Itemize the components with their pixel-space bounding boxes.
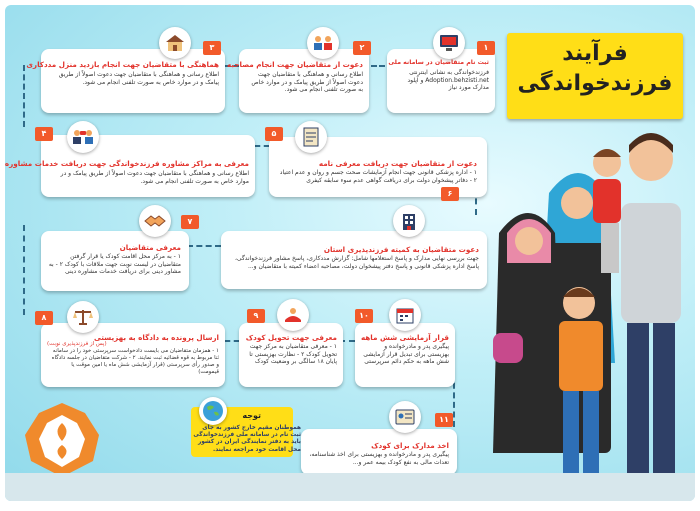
step-11-body: پیگیری پدر و مادرخوانده و بهزیستی برای اخذ شناسنامه، تعدات مالی به نفع کودک بیمه عمر و...: [309, 451, 449, 466]
step-9-number: ۹: [247, 309, 265, 323]
step-8-card: [41, 323, 225, 387]
step-6-number: ۶: [441, 187, 459, 201]
house-icon: [159, 27, 191, 59]
connector-3-4: [23, 65, 25, 127]
step-3-number: ۳: [203, 41, 221, 55]
step-4-number: ۴: [35, 127, 53, 141]
step-7-body: ۱ - به مرکز محل اقامت کودک یا قرار گرفتن متقاضیان در لیست نوبت جهت ملاقات با کودک ۲ - به مشاور دینی برای دریافت خدمات مشاوره دینی: [48, 253, 181, 275]
step-8-body: ۱ - همزمان متقاضیان می بایست دادخواست سرپرستی خود را در سامانه ثنا مربوط به قوه قضائیه ثبت نمایند. ۲ - شرکت متقاضیان در جلسه دادگاه و صدور رأی سرپرستی (قرار آزمایشی شش ماه یا امین موقت یا قیمومت): [51, 348, 219, 375]
step-2-title: دعوت از متقاضیان جهت انجام مصاحبه: [227, 60, 363, 69]
step-11-number: ۱۱: [435, 413, 453, 427]
connector-4-5: [255, 145, 269, 147]
counseling-icon: [67, 121, 99, 153]
connector-6-7: [187, 245, 221, 247]
step-11-title: اخذ مدارک برای کودک: [371, 441, 449, 450]
step-7-card: [41, 231, 189, 291]
child-delivery-icon: [277, 299, 309, 331]
step-4-body: اطلاع رسانی و هماهنگی با متقاضیان جهت دعوت اصولاً از طریق پیامک و در موارد خاص به صورت تلفنی انجام می شود.: [60, 170, 249, 185]
step-1-title: ثبت نام متقاضیان در سامانه ملی: [388, 59, 489, 66]
step-3-card: [26, 49, 225, 113]
step-10-title: قرار آزمایشی شش ماهه: [360, 333, 449, 342]
step-1-card: [387, 49, 495, 113]
step-9-title: معرفی جهت تحویل کودک: [245, 333, 337, 342]
calendar-icon: [389, 299, 421, 331]
note-card: [191, 411, 305, 477]
step-5-body: ۱ - اداره پزشکی قانونی جهت انجام آزمایشات صحت جسم و روان و عدم اعتیاد ۲ - دفاتر پیشخوان دولت برای دریافت گواهی عدم سوء سابقه کیفری: [279, 169, 477, 184]
title-line-2: فرزندخواندگی: [517, 71, 673, 96]
step-10-body: پیگیری پدر و مادرخوانده و بهزیستی برای تبدیل قرار آزمایشی شش ماهه به حکم دائم سرپرستی: [363, 343, 449, 365]
step-6-body: جهت بررسی نهایی مدارک و پاسخ استعلامها شامل: گزارش مددکاری، پاسخ مشاور فرزندخواندگی، پاسخ اداره پزشکی قانونی و پاسخ دفتر پیشخوان دولت، مصاحبه اعضاء کمیته با متقاضیان و...: [235, 255, 479, 270]
family-illustration: [489, 123, 695, 501]
step-9-card: [239, 323, 343, 387]
connector-7-8: [23, 225, 25, 315]
interview-icon: [307, 27, 339, 59]
step-6-card: [221, 231, 487, 289]
connector-8-9: [225, 340, 239, 342]
step-2-number: ۲: [353, 41, 371, 55]
step-9-body: ۱ - معرفی متقاضیان به مرکز جهت تحویل کودک ۲ - نظارت بهزیستی تا پایان ۱۸ سالگی بر وضعیت کودک: [249, 343, 337, 365]
step-10-card: [355, 323, 455, 387]
step-7-title: معرفی متقاضیان: [119, 243, 181, 252]
building-icon: [393, 205, 425, 237]
step-2-card: [227, 49, 369, 113]
step-8-title: ارسال پرونده به دادگاه به بهزیستی: [93, 333, 219, 342]
id-card-icon: [389, 401, 421, 433]
title-box: [507, 33, 683, 119]
step-8-number: ۸: [35, 311, 53, 325]
step-4-title: معرفی به مراکز مشاوره فرزندخواندگی جهت دریافت خدمات مشاوره: [5, 159, 249, 168]
document-icon: [295, 121, 327, 153]
computer-icon: [433, 27, 465, 59]
note-title: توجه: [242, 411, 261, 420]
handshake-icon: [139, 205, 171, 237]
scales-icon: [67, 301, 99, 333]
globe-icon: [199, 397, 227, 425]
step-6-title: دعوت متقاضیان به کمیته فرزندپذیری استان: [323, 245, 479, 254]
step-3-body: اطلاع رسانی و هماهنگی با متقاضیان جهت دعوت اصولاً از طریق پیامک و در موارد خاص به صورت تلفنی انجام می شود.: [58, 71, 219, 86]
step-5-title: دعوت از متقاضیان جهت دریافت معرفی نامه: [318, 159, 477, 168]
note-body: هموطنان مقیم خارج کشور به جای ثبت نام در سامانه ملی فرزندخواندگی باید به دفتر نمایندگی ایران در کشور محل اقامت خود مراجعه نمایند.: [193, 425, 301, 453]
step-1-number: ۱: [477, 41, 495, 55]
step-11-card: [301, 429, 457, 475]
step-10-number: ۱۰: [355, 309, 373, 323]
step-2-body: اطلاع رسانی و هماهنگی با متقاضیان جهت دعوت اصولاً از طریق پیامک و در موارد خاص به صورت تلفنی انجام می شود.: [251, 71, 363, 93]
step-8-note: (پس از فرزندپذیری نوبت): [47, 341, 107, 347]
infographic-poster: [5, 5, 695, 501]
floor-band: [5, 473, 695, 501]
step-1-body: فرزندخواندگی به نشانی اینترنتی Adoption.behzisti.net و آپلود مدارک مورد نیاز: [407, 69, 489, 91]
step-3-title: هماهنگی با متقاضیان جهت انجام بازدید منزل مددکاری: [26, 60, 219, 69]
step-5-number: ۵: [265, 127, 283, 141]
step-7-number: ۷: [181, 215, 199, 229]
title-line-1: فرآیند: [562, 41, 628, 66]
